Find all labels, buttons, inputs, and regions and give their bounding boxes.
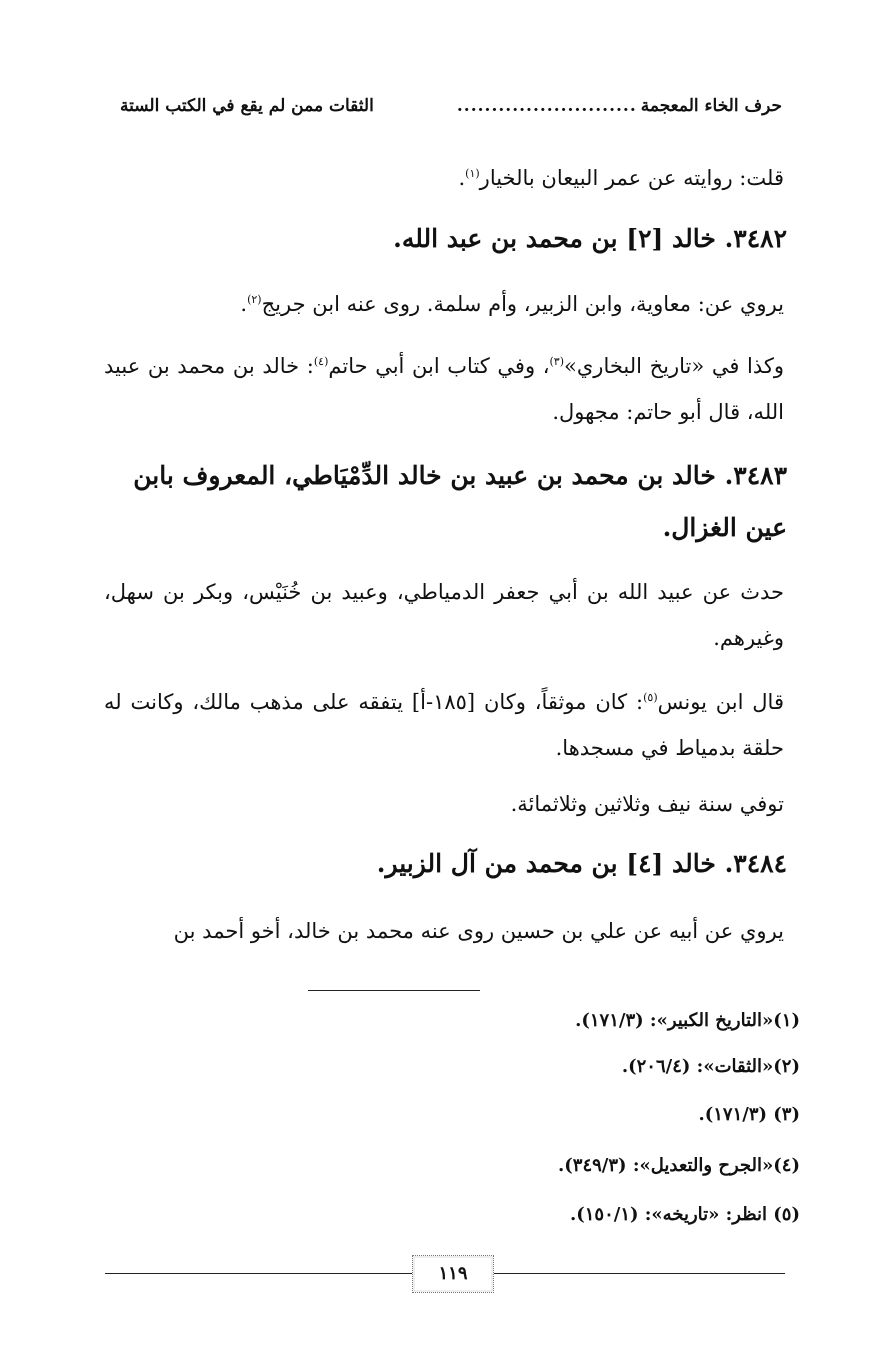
footnote-ref: (٥) (643, 691, 658, 704)
para-text: : كان موثقاً، وكان [١٨٥-أ] يتفقه على مذهب مالك، وكانت له حلقة بدمياط في مسجدها. (104, 690, 784, 760)
entry-3483-para-2 (104, 675, 784, 771)
text-line: قلت: روايته عن عمر البيعان بالخيار$^{(١)}$. (458, 166, 784, 190)
entry-title-3483: ٣٤٨٣. خالد بن محمد بن عبيد بن خالد الدِّمْيَاطي، المعروف بابن عين الغزال. (133, 461, 787, 542)
footer-rule-left (105, 1273, 412, 1274)
para-text: : خالد بن محمد بن عبيد الله، قال أبو حاتم: مجهول. (104, 354, 784, 424)
footnote-ref: (١) (465, 167, 480, 180)
para-text: ، وفي كتاب ابن أبي حاتم (328, 354, 550, 378)
entry-3483-para-3: توفي سنة نيف وثلاثين وثلاثمائة. (510, 792, 784, 816)
entry-3482-para-2 (104, 339, 784, 435)
header-book-title: الثقات ممن لم يقع في الكتب الستة (120, 96, 374, 116)
footnote-2: (٢)«الثقات»: (٢٠٦/٤). (621, 1056, 800, 1077)
header-chapter: حرف الخاء المعجمة (640, 96, 782, 116)
para-text: يروي عن: معاوية، وابن الزبير، وأم سلمة. روى عنه ابن جريج (261, 292, 784, 316)
entry-title-3482: ٣٤٨٢. خالد [٢] بن محمد بن عبد الله. (393, 224, 787, 253)
page-number: ١١٩ (412, 1255, 494, 1293)
footnote-5: (٥) انظر: «تاريخه»: (١٥٠/١). (569, 1204, 800, 1225)
entry-3484-para-1: يروي عن أبيه عن علي بن حسين روى عنه محمد بن خالد، أخو أحمد بن (173, 919, 784, 943)
line-text: قلت: روايته عن عمر البيعان بالخيار (479, 166, 784, 190)
footer-rule-right (492, 1273, 785, 1274)
footnote-ref: (٤) (313, 355, 329, 368)
running-header (120, 92, 782, 120)
entry-title-3484: ٣٤٨٤. خالد [٤] بن محمد من آل الزبير. (376, 849, 787, 878)
para-text: قال ابن يونس (657, 690, 784, 714)
footnote-ref: (٢) (247, 293, 262, 306)
footnote-4: (٤)«الجرح والتعديل»: (٣٤٩/٣). (558, 1155, 800, 1176)
header-dots: .......................... (456, 96, 637, 116)
entry-3483-para-1: حدث عن عبيد الله بن أبي جعفر الدمياطي، وعبيد بن خُنَيْس، وبكر بن سهل، وغيرهم. (104, 580, 784, 650)
footnote-3: (٣) (١٧١/٣). (698, 1104, 800, 1125)
footnote-separator (308, 990, 480, 991)
para-text: وكذا في «تاريخ البخاري» (564, 354, 785, 378)
entry-3482-para-1: يروي عن: معاوية، وابن الزبير، وأم سلمة. روى عنه ابن جريج$^{(٢)}$. (240, 292, 784, 316)
footnote-ref: (٣) (549, 355, 565, 368)
footnote-1: (١)«التاريخ الكبير»: (١٧١/٣). (575, 1010, 800, 1031)
